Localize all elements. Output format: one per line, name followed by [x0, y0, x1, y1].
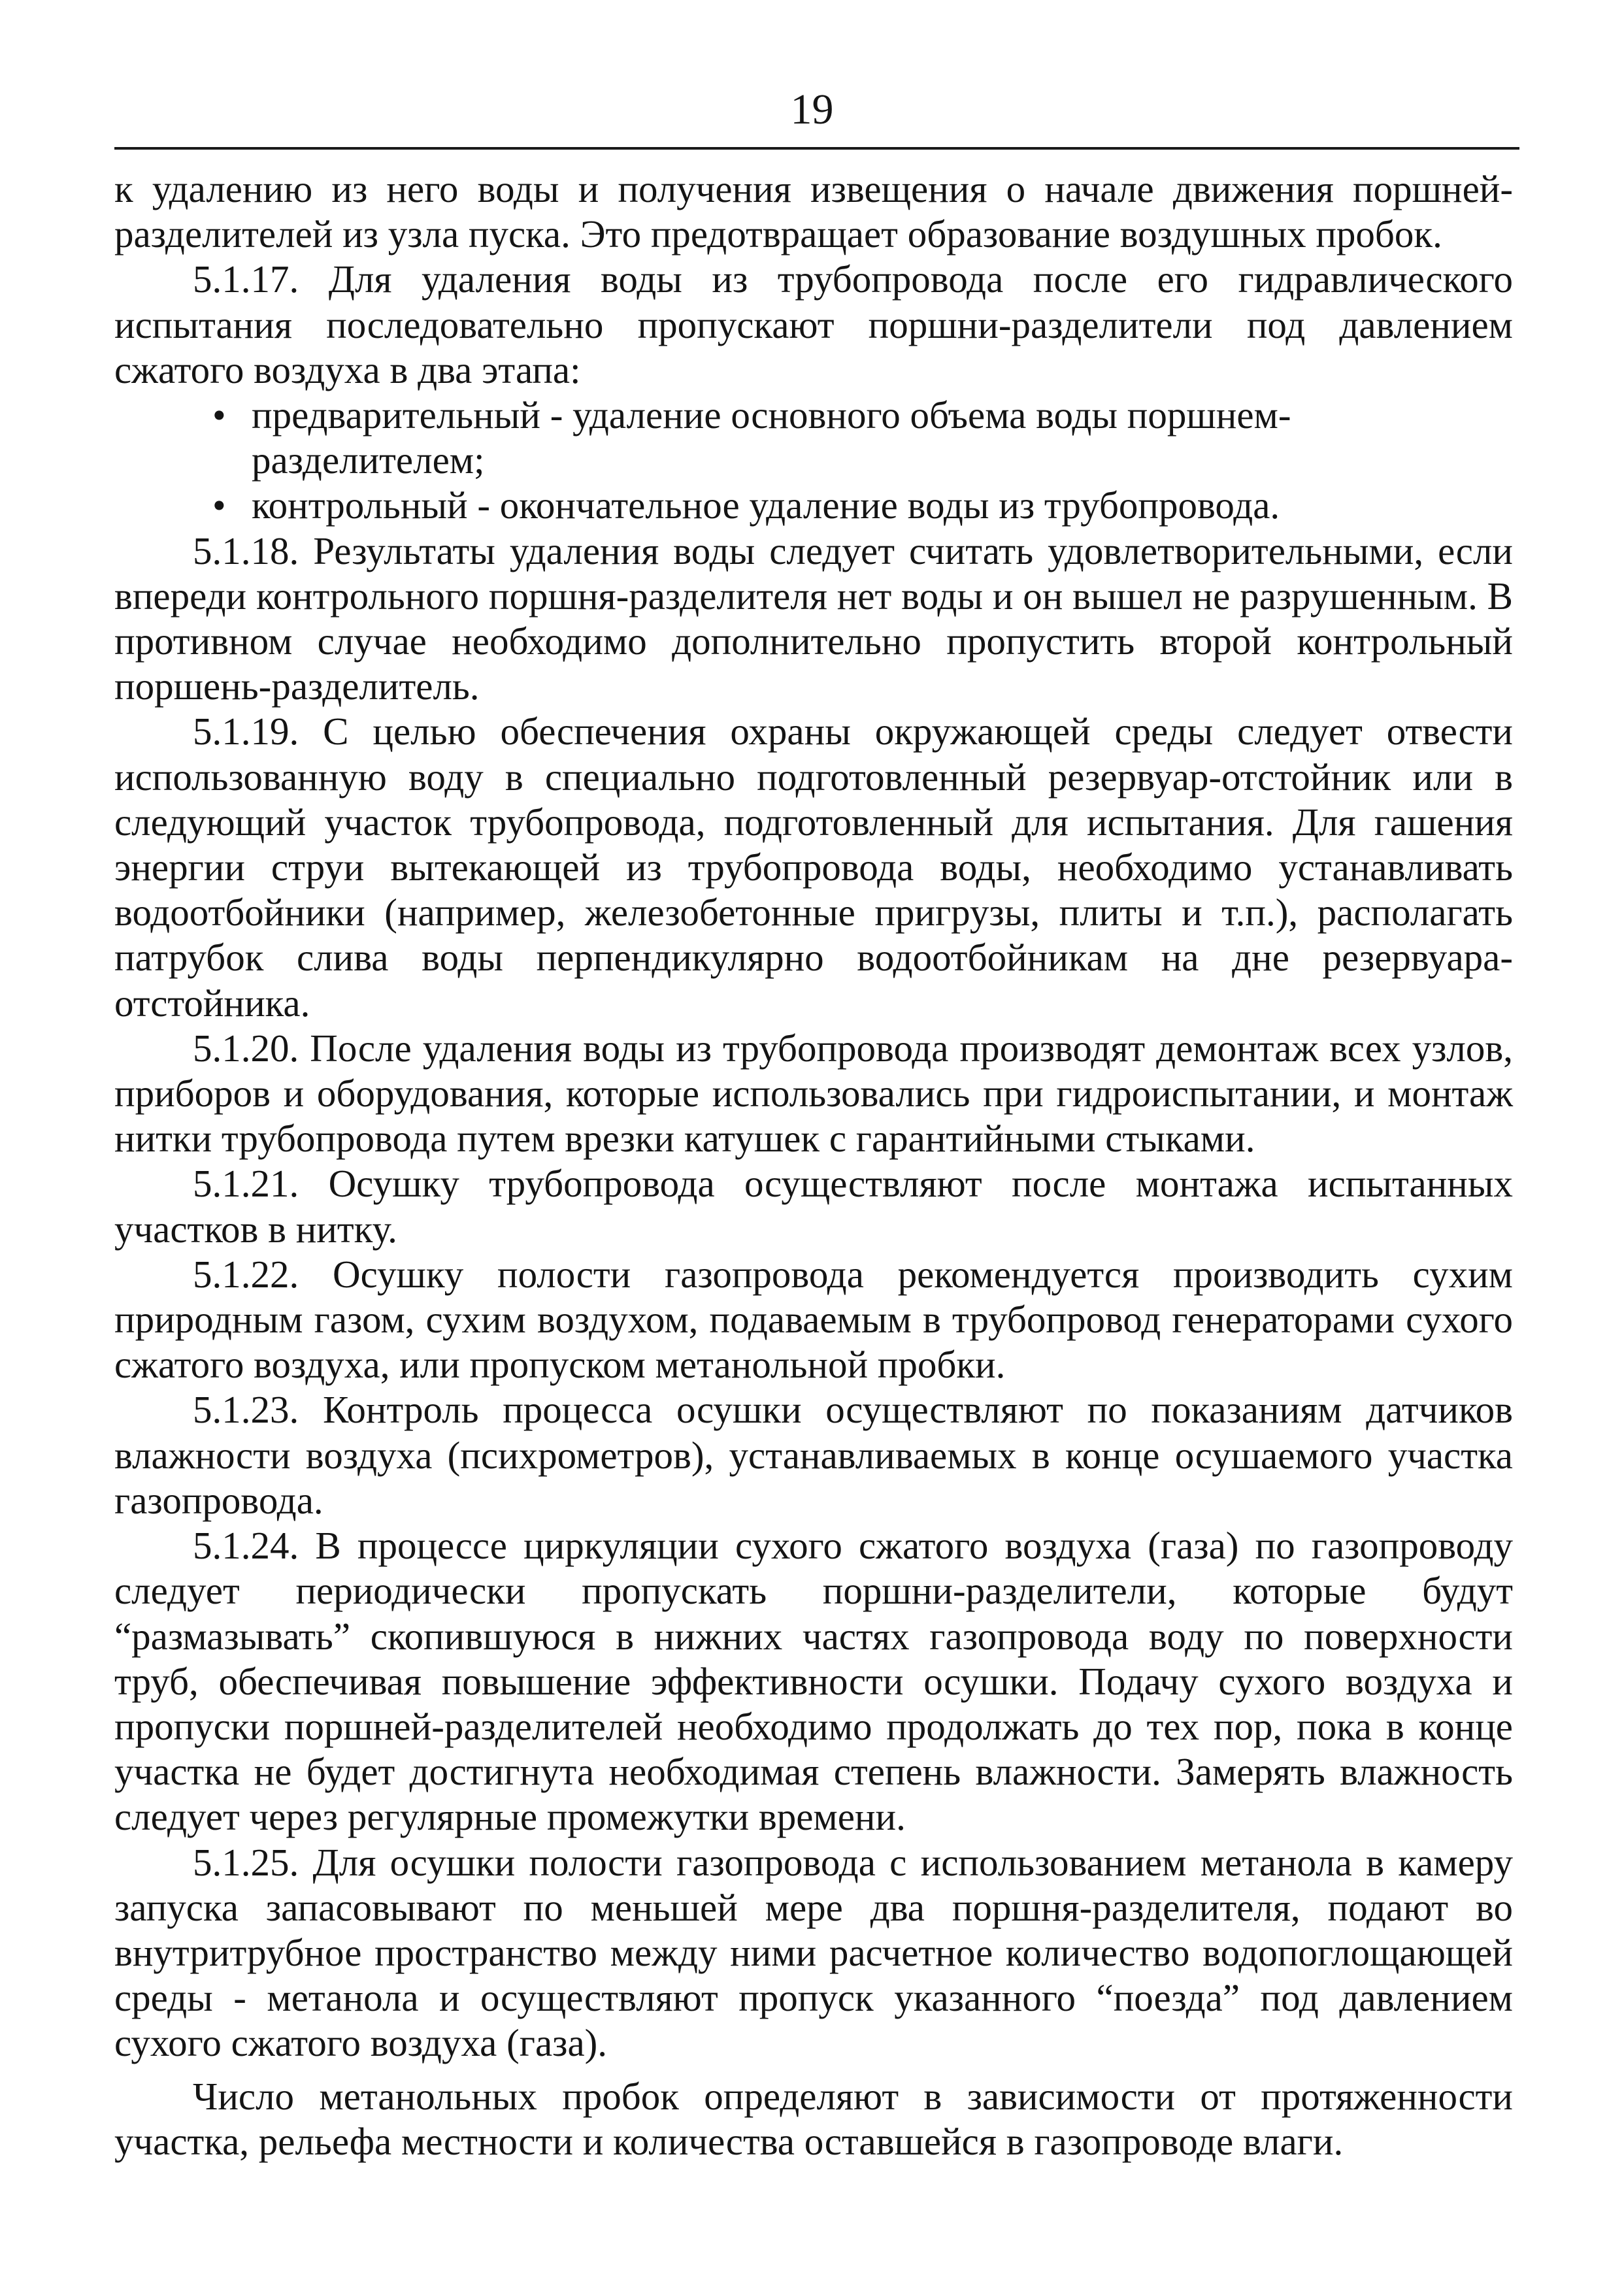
paragraph-5-1-21: 5.1.21. Осушку трубопровода осуществляют после монтажа испытанных участков в нитку. [114, 1162, 1513, 1251]
paragraph-5-1-22: 5.1.22. Осушку полости газопровода рекомендуется производить сухим природным газом, сухим воздухом, подаваемым в трубопровод генераторами сухого сжатого воздуха, или пропуском метанольной пробки. [114, 1252, 1513, 1387]
paragraph-methanol-plugs: Число метанольных пробок определяют в зависимости от протяженности участка, рельефа местности и количества оставшейся в газопроводе влаги. [114, 2074, 1513, 2163]
paragraph-continuation: к удалению из него воды и получения извещения о начале движения поршней-разделителей из узла пуска. Это предотвращает образование воздушных пробок. [114, 167, 1513, 256]
paragraph-5-1-23: 5.1.23. Контроль процесса осушки осуществляют по показаниям датчиков влажности воздуха (психрометров), устанавливаемых в конце осушаемого участка газопровода. [114, 1388, 1513, 1522]
list-item-text: контрольный - окончательное удаление воды из трубопровода. [252, 484, 1280, 527]
bullet-icon: • [212, 484, 226, 527]
bullet-icon: • [212, 393, 226, 437]
paragraph-5-1-19: 5.1.19. С целью обеспечения охраны окружающей среды следует отвести использованную воду в специально подготовленный резервуар-отстойник или в следующий участок трубопровода, подготовленный для испытания. Для гашения энергии струи вытекающей из трубопровода воды, необходимо устанавливать водоотбойники (например, железобетонные пригрузы, плиты и т.п.), располагать патрубок слива воды перпендикулярно водоотбойникам на дне резервуара-отстойника. [114, 710, 1513, 1025]
page-number: 19 [790, 86, 834, 133]
document-body [114, 167, 1513, 2164]
paragraph-5-1-24: 5.1.24. В процессе циркуляции сухого сжатого воздуха (газа) по газопроводу следует периодически пропускать поршни-разделители, которые будут “размазывать” скопившуюся в нижних частях газопровода воду по поверхности труб, обеспечивая повышение эффективности осушки. Подачу сухого воздуха и пропуски поршней-разделителей необходимо продолжать до тех пор, пока в конце участка не будет достигнута необходимая степень влажности. Замерять влажность следует через регулярные промежутки времени. [114, 1524, 1513, 1839]
paragraph-5-1-20: 5.1.20. После удаления воды из трубопровода производят демонтаж всех узлов, приборов и оборудования, которые использовались при гидроиспытании, и монтаж нитки трубопровода путем врезки катушек с гарантийными стыками. [114, 1026, 1513, 1161]
header-rule [114, 147, 1519, 150]
paragraph-5-1-18: 5.1.18. Результаты удаления воды следует считать удовлетворительными, если впереди контрольного поршня-разделителя нет воды и он вышел не разрушенным. В противном случае необходимо дополнительно пропустить второй контрольный поршень-разделитель. [114, 529, 1513, 708]
paragraph-5-1-25: 5.1.25. Для осушки полости газопровода с использованием метанола в камеру запуска запасовывают по меньшей мере два поршня-разделителя, подают во внутритрубное пространство между ними расчетное количество водопоглощающей среды - метанола и осуществляют пропуск указанного “поезда” под давлением сухого сжатого воздуха (газа). [114, 1840, 1513, 2065]
list-item-text: предварительный - удаление основного объема воды поршнем-разделителем; [252, 393, 1291, 482]
list-item [212, 393, 1513, 483]
drying-stages-list [114, 393, 1513, 529]
paragraph-5-1-17: 5.1.17. Для удаления воды из трубопровода после его гидравлического испытания последовательно пропускают поршни-разделители под давлением сжатого воздуха в два этапа: [114, 257, 1513, 391]
list-item [212, 483, 1513, 528]
